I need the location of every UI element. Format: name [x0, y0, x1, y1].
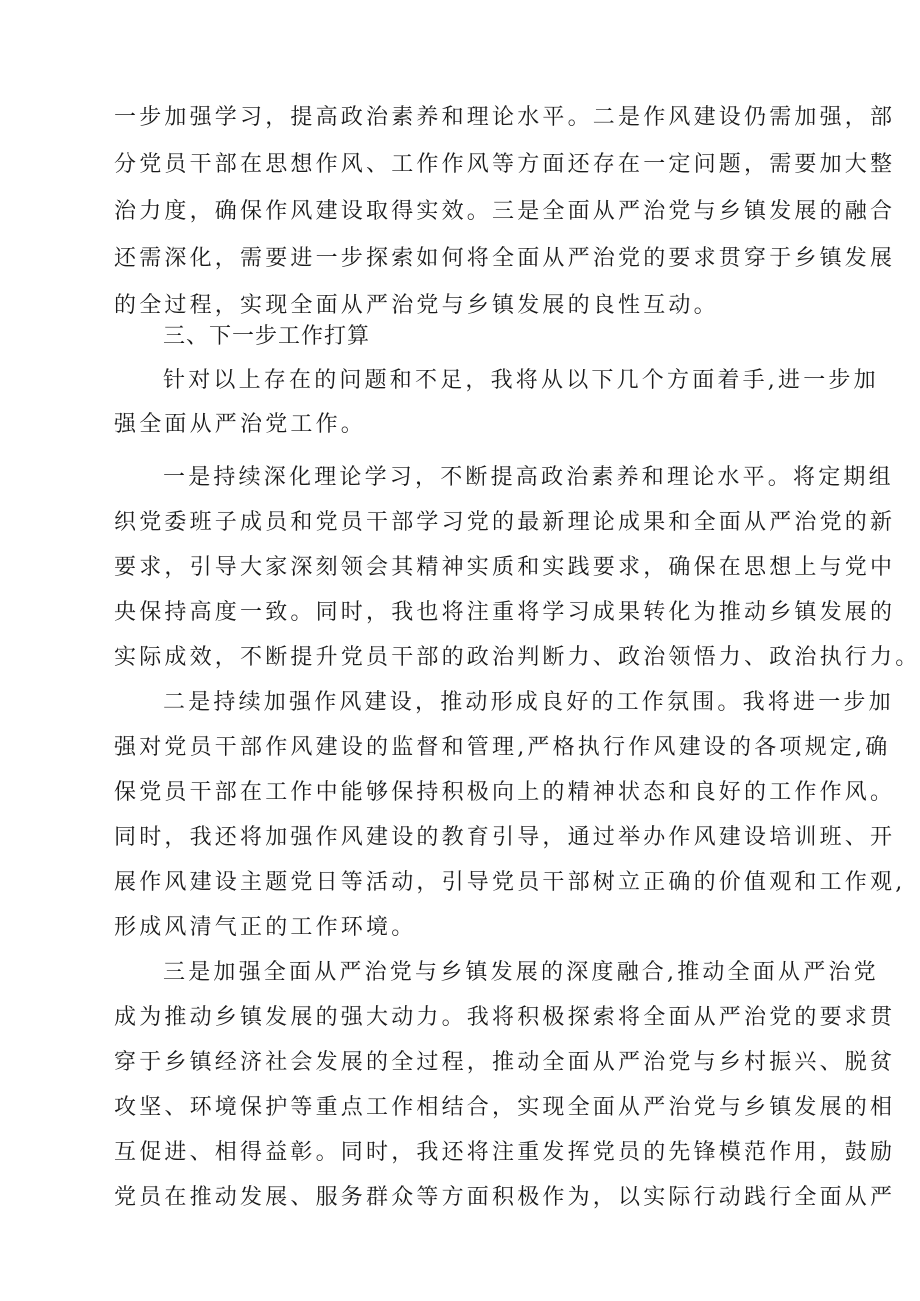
- paragraph-5-line-5: 互促进、相得益彰。同时，我还将注重发挥党员的先锋模范作用，鼓励: [114, 1140, 896, 1165]
- paragraph-5-line-3: 穿于乡镇经济社会发展的全过程，推动全面从严治党与乡村振兴、脱贫: [114, 1050, 896, 1075]
- paragraph-4-line-4: 同时，我还将加强作风建设的教育引导，通过举办作风建设培训班、开: [114, 825, 896, 850]
- paragraph-3-line-5: 实际成效，不断提升党员干部的政治判断力、政治领悟力、政治执行力。: [114, 645, 920, 670]
- paragraph-1-line-4: 还需深化，需要进一步探索如何将全面从严治党的要求贯穿于乡镇发展: [114, 246, 896, 271]
- paragraph-5-line-1: 三是加强全面从严治党与乡镇发展的深度融合,推动全面从严治党: [163, 960, 879, 985]
- paragraph-4-line-5: 展作风建设主题党日等活动，引导党员干部树立正确的价值观和工作观,: [114, 870, 906, 895]
- paragraph-3-line-2: 织党委班子成员和党员干部学习党的最新理论成果和全面从严治党的新: [114, 510, 896, 535]
- paragraph-5-line-4: 攻坚、环境保护等重点工作相结合，实现全面从严治党与乡镇发展的相: [114, 1095, 896, 1120]
- paragraph-5-line-6: 党员在推动发展、服务群众等方面积极作为，以实际行动践行全面从严: [114, 1185, 896, 1210]
- section-heading-text: 三、下一步工作打算: [163, 324, 371, 349]
- paragraph-2-line-2: 强全面从严治党工作。: [114, 412, 367, 437]
- paragraph-4-line-3: 保党员干部在工作中能够保持积极向上的精神状态和良好的工作作风。: [114, 780, 896, 805]
- paragraph-3-line-4: 央保持高度一致。同时，我也将注重将学习成果转化为推动乡镇发展的: [114, 600, 896, 625]
- paragraph-1-line-1: 一步加强学习，提高政治素养和理论水平。二是作风建设仍需加强，部: [114, 105, 896, 130]
- paragraph-1-line-5: 的全过程，实现全面从严治党与乡镇发展的良性互动。: [114, 293, 719, 318]
- paragraph-1-line-3: 治力度，确保作风建设取得实效。三是全面从严治党与乡镇发展的融合: [114, 199, 896, 224]
- paragraph-4-line-2: 强对党员干部作风建设的监督和管理,严格执行作风建设的各项规定,确: [114, 735, 891, 760]
- paragraph-5-line-2: 成为推动乡镇发展的强大动力。我将积极探索将全面从严治党的要求贯: [114, 1005, 896, 1030]
- paragraph-4-line-6: 形成风清气正的工作环境。: [114, 915, 417, 940]
- paragraph-1-line-2: 分党员干部在思想作风、工作作风等方面还存在一定问题，需要加大整: [114, 152, 896, 177]
- paragraph-4-line-1: 二是持续加强作风建设，推动形成良好的工作氛围。我将进一步加: [163, 690, 894, 715]
- paragraph-3-line-1: 一是持续深化理论学习，不断提高政治素养和理论水平。将定期组: [163, 465, 894, 490]
- paragraph-2-line-1: 针对以上存在的问题和不足，我将从以下几个方面着手,进一步加: [163, 368, 879, 393]
- paragraph-3-line-3: 要求，引导大家深刻领会其精神实质和实践要求，确保在思想上与党中: [114, 555, 896, 580]
